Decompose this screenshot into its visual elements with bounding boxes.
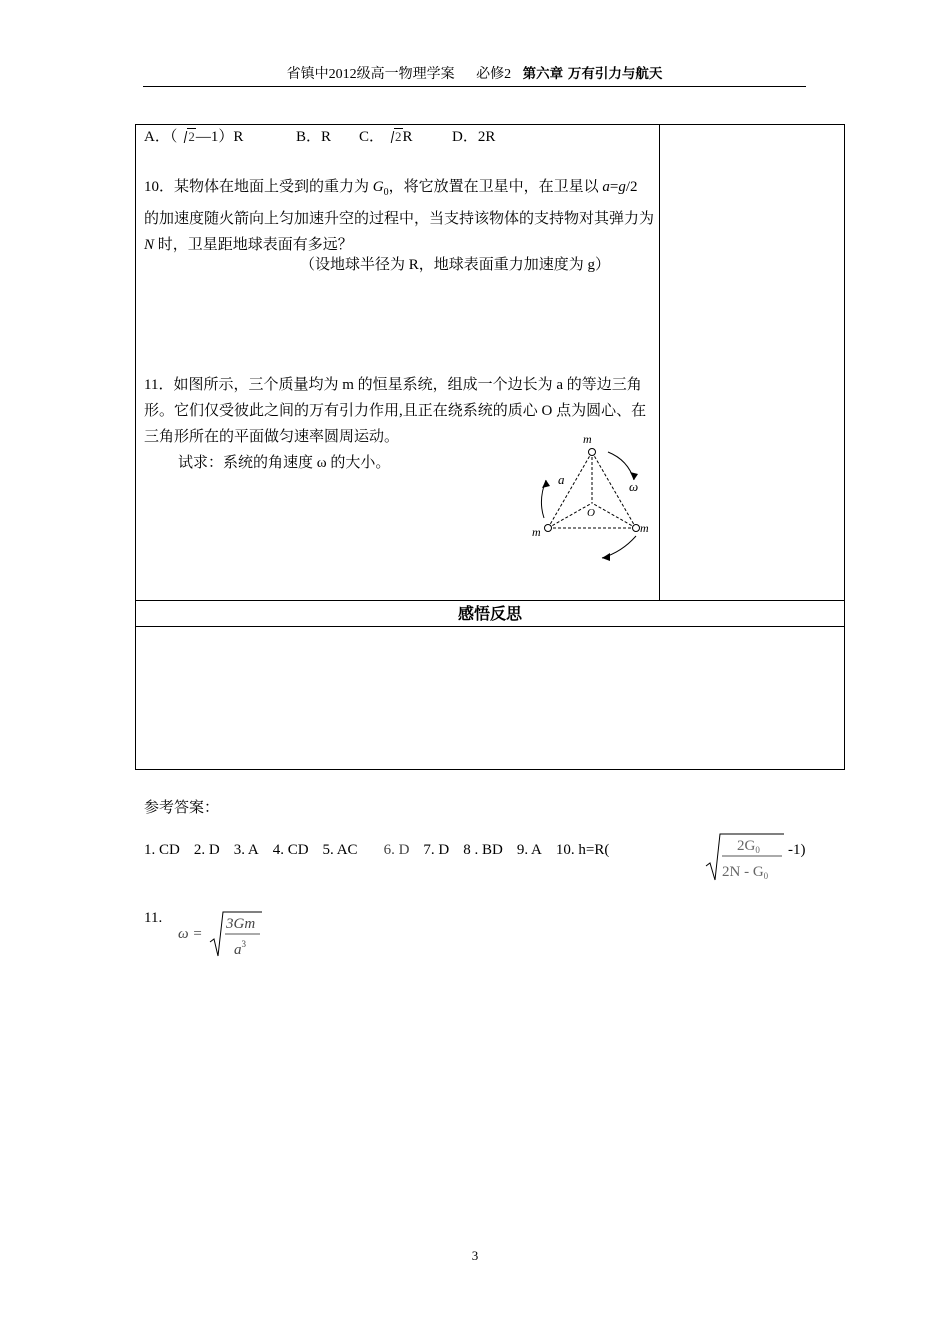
q10-text: 10．某物体在地面上受到的重力为 bbox=[144, 179, 373, 195]
answer-item: 6. D bbox=[383, 842, 410, 858]
rotation-arrow-bottom bbox=[602, 536, 636, 558]
question-11-ask: 试求：系统的角速度 ω 的大小。 bbox=[178, 455, 391, 471]
label-center: O bbox=[587, 507, 595, 519]
arrowhead bbox=[602, 553, 610, 561]
answers-list bbox=[144, 839, 609, 861]
answer-11-denominator: $a^3$ bbox=[234, 939, 246, 958]
radicand: 2 bbox=[395, 129, 402, 144]
answer-10-numerator: $2G_0$ bbox=[737, 838, 760, 855]
sqrt-symbol bbox=[177, 125, 196, 149]
question-10-hint: （设地球半径为 R，地球表面重力加速度为 g） bbox=[300, 257, 611, 273]
q10-text: ，将它放置在卫星中，在卫星以 bbox=[388, 179, 603, 195]
label-top-mass: m bbox=[583, 432, 592, 446]
star-top bbox=[589, 449, 596, 456]
page-header bbox=[143, 64, 806, 87]
three-star-diagram bbox=[520, 428, 660, 568]
answer-10-suffix: -1) bbox=[788, 842, 806, 858]
option-a-suffix: —1）R bbox=[195, 129, 244, 145]
q10-g0: G bbox=[372, 179, 384, 195]
answer-11-label: 11. bbox=[144, 910, 163, 926]
q10-a: a bbox=[602, 179, 610, 195]
option-d: D．2R bbox=[452, 129, 496, 145]
answer-item: 7. D bbox=[423, 842, 450, 858]
q10-g0-sub: 0 bbox=[383, 187, 389, 198]
q10-text: /2 的加速度随火箭向上匀加速升空的过程中，当支持该物体的支持物对其弹力为 bbox=[144, 179, 655, 227]
label-omega: ω bbox=[629, 479, 639, 494]
label-side: a bbox=[558, 472, 565, 487]
radicand: 2 bbox=[188, 129, 195, 144]
q10-text: = bbox=[609, 179, 619, 195]
page-number: 3 bbox=[471, 1248, 479, 1263]
star-left bbox=[545, 525, 552, 532]
answer-item: 4. CD bbox=[272, 842, 309, 858]
option-a bbox=[144, 125, 243, 149]
q10-n: N bbox=[144, 237, 155, 253]
answer-item: 1. CD bbox=[144, 842, 180, 858]
triangle-side bbox=[548, 452, 592, 528]
answer-10-denominator: $2N - G_0$ bbox=[722, 864, 769, 881]
option-b: B．R bbox=[296, 129, 332, 145]
table-row-divider bbox=[135, 626, 845, 627]
option-c bbox=[359, 125, 413, 149]
answers-title: 参考答案： bbox=[144, 800, 220, 816]
header-school: 省镇中2012级高一物理学案 bbox=[286, 67, 455, 82]
sqrt-symbol bbox=[384, 125, 403, 149]
median-line bbox=[548, 503, 592, 528]
median-line bbox=[592, 503, 636, 528]
star-right bbox=[633, 525, 640, 532]
answer-10-prefix: 10. h=R( bbox=[555, 842, 610, 858]
label-right-mass: m bbox=[640, 521, 649, 535]
question-10 bbox=[144, 174, 654, 258]
label-left-mass: m bbox=[532, 525, 541, 539]
answer-item: 8 . BD bbox=[463, 842, 503, 858]
header-book: 必修2 bbox=[476, 67, 512, 82]
option-a-prefix: A．（ bbox=[144, 129, 178, 145]
answer-11-numerator: 3Gm bbox=[226, 916, 256, 932]
answer-11-lhs: ω = bbox=[178, 926, 203, 942]
question-11: 11．如图所示，三个质量均为 m 的恒星系统，组成一个边长为 a 的等边三角形。它们仅受彼此之间的万有引力作用,且正在绕系统的质心 O 点为圆心、在三角形所在的平面做匀速率圆周运动。 bbox=[144, 377, 647, 445]
arrowhead bbox=[542, 480, 550, 488]
reflection-title: 感悟反思 bbox=[457, 604, 522, 623]
q10-g: g bbox=[618, 179, 626, 195]
rotation-arrow-top bbox=[608, 452, 634, 480]
header-chapter: 第六章 万有引力与航天 bbox=[522, 66, 663, 82]
answer-11-radical bbox=[208, 908, 266, 960]
option-c-prefix: C． bbox=[359, 129, 385, 145]
answer-item: 5. AC bbox=[322, 842, 358, 858]
q10-text: 时，卫星距地球表面有多远？ bbox=[154, 237, 353, 253]
answer-item: 9. A bbox=[516, 842, 542, 858]
answer-item: 3. A bbox=[233, 842, 259, 858]
option-c-suffix: R bbox=[402, 129, 413, 145]
answer-item: 2. D bbox=[193, 842, 220, 858]
answer-10-radical bbox=[704, 830, 788, 884]
